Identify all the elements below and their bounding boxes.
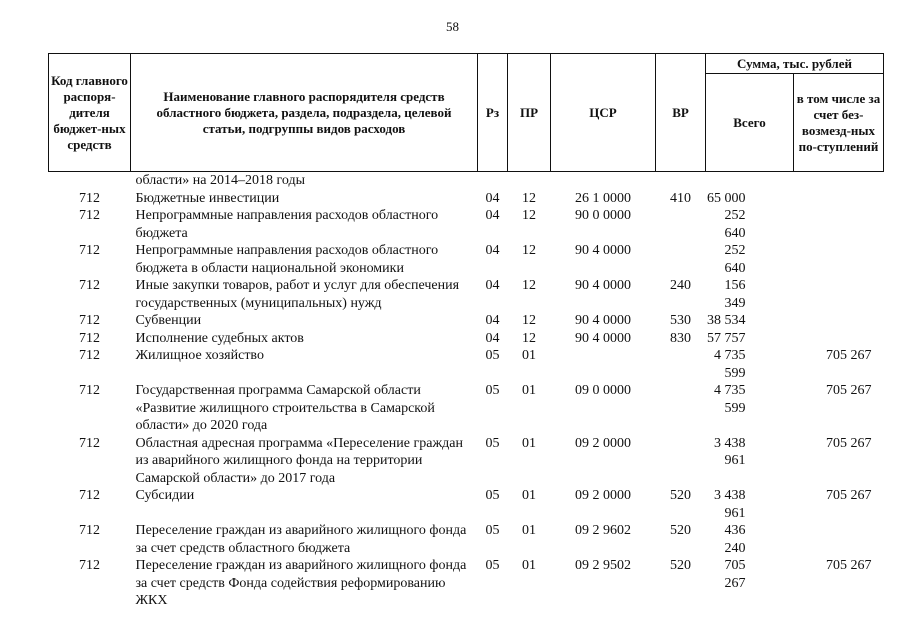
cell-code: 712 xyxy=(79,190,100,206)
cell-pr: 12 xyxy=(522,208,536,223)
cell-grant xyxy=(794,242,884,277)
table-row xyxy=(49,382,884,435)
cell-name: Непрограммные направления расходов областного бюджета в области национальной экономики xyxy=(135,243,439,276)
cell-code: 712 xyxy=(79,383,100,398)
cell-total: 705 267 xyxy=(724,558,746,591)
cell-rz: 05 xyxy=(485,523,500,538)
cell-code: 712 xyxy=(79,435,100,451)
cell-name: Субвенции xyxy=(135,313,202,328)
cell-total: 65 000 xyxy=(707,190,746,206)
cell-rz: 04 xyxy=(485,208,500,223)
table-row xyxy=(49,277,884,312)
header-code: Код главного распоря-дителя бюджет-ных средств xyxy=(49,54,131,172)
cell-name: Иные закупки товаров, работ и услуг для обеспечения государственных (муниципальных) нужд xyxy=(135,278,460,311)
header-total: Всего xyxy=(706,74,794,172)
header-vr: ВР xyxy=(656,54,706,172)
header-csr: ЦСР xyxy=(551,54,656,172)
cell-total: 3 438 961 xyxy=(714,488,746,521)
cell-pr: 01 xyxy=(522,348,536,363)
cell-rz: 04 xyxy=(485,313,500,328)
cell-code: 712 xyxy=(79,278,100,293)
cell-vr: 520 xyxy=(670,488,691,503)
cell-csr xyxy=(551,172,656,190)
cell-rz: 05 xyxy=(485,348,500,363)
cell-grant: 705 267 xyxy=(826,435,872,451)
cell-code: 712 xyxy=(79,243,100,258)
cell-total: 38 534 xyxy=(707,313,746,328)
cell-name: Бюджетные инвестиции xyxy=(135,190,280,206)
cell-csr: 90 4 0000 xyxy=(575,243,631,258)
cell-rz: 04 xyxy=(485,278,500,293)
cell-name: Областная адресная программа «Переселение граждан из аварийного жилищного фонда на территории Самарской области» до 2017 года xyxy=(135,435,463,486)
cell-vr: 530 xyxy=(670,313,691,328)
header-name: Наименование главного распорядителя средств областного бюджета, раздела, подраздела, целевой статьи, подгруппы видов расходов xyxy=(131,54,478,172)
cell-pr: 01 xyxy=(522,488,536,503)
table-row xyxy=(49,522,884,557)
cell-total: 4 735 599 xyxy=(714,348,746,381)
cell-csr: 09 2 0000 xyxy=(575,488,631,503)
cell-rz xyxy=(478,172,508,190)
cell-rz: 04 xyxy=(485,190,500,206)
cell-pr: 12 xyxy=(522,330,536,346)
table-row xyxy=(49,242,884,277)
table-row xyxy=(49,347,884,382)
cell-vr xyxy=(656,207,706,242)
table-row xyxy=(49,172,884,190)
cell-total: 156 349 xyxy=(724,278,746,311)
header-amount-group: Сумма, тыс. рублей xyxy=(706,54,884,74)
cell-pr xyxy=(508,172,551,190)
cell-total: 3 438 961 xyxy=(714,435,746,468)
cell-grant: 705 267 xyxy=(826,383,872,398)
cell-vr xyxy=(656,242,706,277)
table-row xyxy=(49,190,884,208)
cell-vr: 520 xyxy=(670,558,691,573)
cell-total: 252 640 xyxy=(724,243,746,276)
cell-name: Субсидии xyxy=(135,488,195,503)
header-pr: ПР xyxy=(508,54,551,172)
cell-total: 57 757 xyxy=(707,330,746,346)
cell-grant xyxy=(794,330,884,348)
cell-total: 436 240 xyxy=(724,523,746,556)
cell-code: 712 xyxy=(79,313,100,328)
cell-code: 712 xyxy=(79,558,100,573)
cell-grant xyxy=(794,522,884,557)
cell-rz: 05 xyxy=(485,435,500,451)
cell-code: 712 xyxy=(79,330,100,346)
cell-pr: 12 xyxy=(522,243,536,258)
cell-csr: 09 2 0000 xyxy=(575,435,631,451)
cell-csr: 90 4 0000 xyxy=(575,330,631,346)
cell-pr: 01 xyxy=(522,523,536,538)
cell-name: Переселение граждан из аварийного жилищного фонда за счет средств Фонда содействия реформированию ЖКХ xyxy=(135,558,467,608)
cell-csr: 09 2 9502 xyxy=(575,558,631,573)
cell-code: 712 xyxy=(79,348,100,363)
cell-grant: 705 267 xyxy=(826,348,872,363)
cell-name: области» на 2014–2018 годы xyxy=(135,173,306,188)
table-row xyxy=(49,435,884,488)
table-row xyxy=(49,557,884,610)
table-row xyxy=(49,487,884,522)
cell-vr: 410 xyxy=(670,190,691,206)
cell-code: 712 xyxy=(79,488,100,503)
cell-rz: 05 xyxy=(485,558,500,573)
cell-name: Исполнение судебных актов xyxy=(135,330,304,346)
cell-vr: 520 xyxy=(670,523,691,538)
cell-total: 252 640 xyxy=(724,208,746,241)
cell-vr: 240 xyxy=(670,278,691,293)
cell-rz: 04 xyxy=(485,243,500,258)
header-rz: Рз xyxy=(478,54,508,172)
cell-grant: 705 267 xyxy=(826,488,872,503)
cell-code: 712 xyxy=(79,523,100,538)
header-grant: в том числе за счет без-возмезд-ных по-ступлений xyxy=(794,74,884,172)
cell-vr xyxy=(656,435,706,488)
table-row xyxy=(49,312,884,330)
cell-pr: 01 xyxy=(522,383,536,398)
cell-pr: 01 xyxy=(522,558,536,573)
cell-vr xyxy=(656,172,706,190)
cell-pr: 12 xyxy=(522,313,536,328)
cell-vr xyxy=(656,347,706,382)
cell-vr xyxy=(656,382,706,435)
cell-vr: 830 xyxy=(670,330,691,346)
cell-name: Непрограммные направления расходов областного бюджета xyxy=(135,208,439,241)
table-row xyxy=(49,207,884,242)
cell-csr: 90 4 0000 xyxy=(575,313,631,328)
cell-grant xyxy=(794,190,884,208)
cell-name: Жилищное хозяйство xyxy=(135,348,264,363)
cell-csr: 90 0 0000 xyxy=(575,208,631,223)
cell-name: Переселение граждан из аварийного жилищного фонда за счет средств областного бюджета xyxy=(135,523,467,556)
cell-rz: 05 xyxy=(485,488,500,503)
cell-grant xyxy=(794,312,884,330)
cell-rz: 04 xyxy=(485,330,500,346)
cell-csr: 26 1 0000 xyxy=(575,190,631,206)
cell-grant xyxy=(794,172,884,190)
cell-total xyxy=(706,172,794,190)
budget-table xyxy=(48,53,884,610)
cell-grant xyxy=(794,277,884,312)
cell-rz: 05 xyxy=(485,383,500,398)
cell-name: Государственная программа Самарской области «Развитие жилищного строительства в Самарской области» до 2020 года xyxy=(135,383,435,433)
page-number: 58 xyxy=(446,19,459,34)
cell-csr: 90 4 0000 xyxy=(575,278,631,293)
table-body xyxy=(49,172,884,610)
cell-pr: 12 xyxy=(522,190,536,206)
cell-pr: 12 xyxy=(522,278,536,293)
cell-code: 712 xyxy=(79,208,100,223)
cell-pr: 01 xyxy=(522,435,536,451)
cell-code xyxy=(49,172,131,190)
table-row xyxy=(49,330,884,348)
cell-csr: 09 2 9602 xyxy=(575,523,631,538)
table-header xyxy=(49,54,884,172)
cell-csr: 09 0 0000 xyxy=(575,383,631,398)
cell-grant xyxy=(794,207,884,242)
cell-csr xyxy=(551,347,656,382)
cell-grant: 705 267 xyxy=(826,558,872,573)
cell-total: 4 735 599 xyxy=(714,383,746,416)
